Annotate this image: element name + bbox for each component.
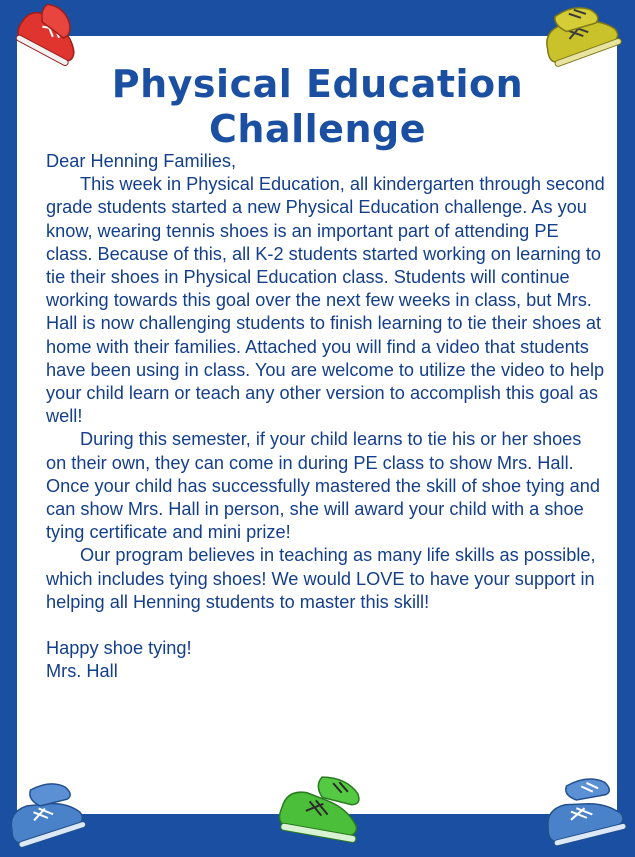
title-line-2: Challenge bbox=[209, 107, 426, 151]
paragraph-2: During this semester, if your child learns to tie his or her shoes on their own, they can come in during PE class to show Mrs. Hall. Once your child has successfully mastered the skill of shoe tying and can show Mrs. Hall in person, she will award your child with a shoe tying certificate and mini prize! bbox=[46, 429, 600, 543]
page-title bbox=[0, 62, 635, 152]
blue-shoe-left-icon bbox=[0, 778, 96, 857]
greeting: Dear Henning Families, bbox=[46, 151, 237, 171]
signature: Mrs. Hall bbox=[46, 661, 118, 682]
blue-shoe-right-icon bbox=[536, 770, 635, 857]
closing: Happy shoe tying! bbox=[46, 638, 192, 659]
spacer bbox=[46, 614, 606, 637]
letter-body bbox=[46, 150, 606, 684]
paragraph-1: This week in Physical Education, all kindergarten through second grade students started a new Physical Education challenge. As you know, wearing tennis shoes is an important part of attending PE class. Because of this, all K-2 students started working on learning to tie their shoes in Physical Education class. Students will continue working towards this goal over the next few weeks in class, but Mrs. Hall is now challenging students to finish learning to tie their shoes at home with their families. Attached you will find a video that students have been using in class. You are welcome to utilize the video to help your child learn or teach any other version to accomplish this goal as well! bbox=[46, 174, 605, 427]
title-line-1: Physical Education bbox=[111, 62, 524, 106]
green-shoe-icon bbox=[272, 768, 376, 857]
paragraph-3: Our program believes in teaching as many life skills as possible, which includes tying shoes! We would LOVE to have your support in helping all Henning students to master this skill! bbox=[46, 545, 596, 612]
